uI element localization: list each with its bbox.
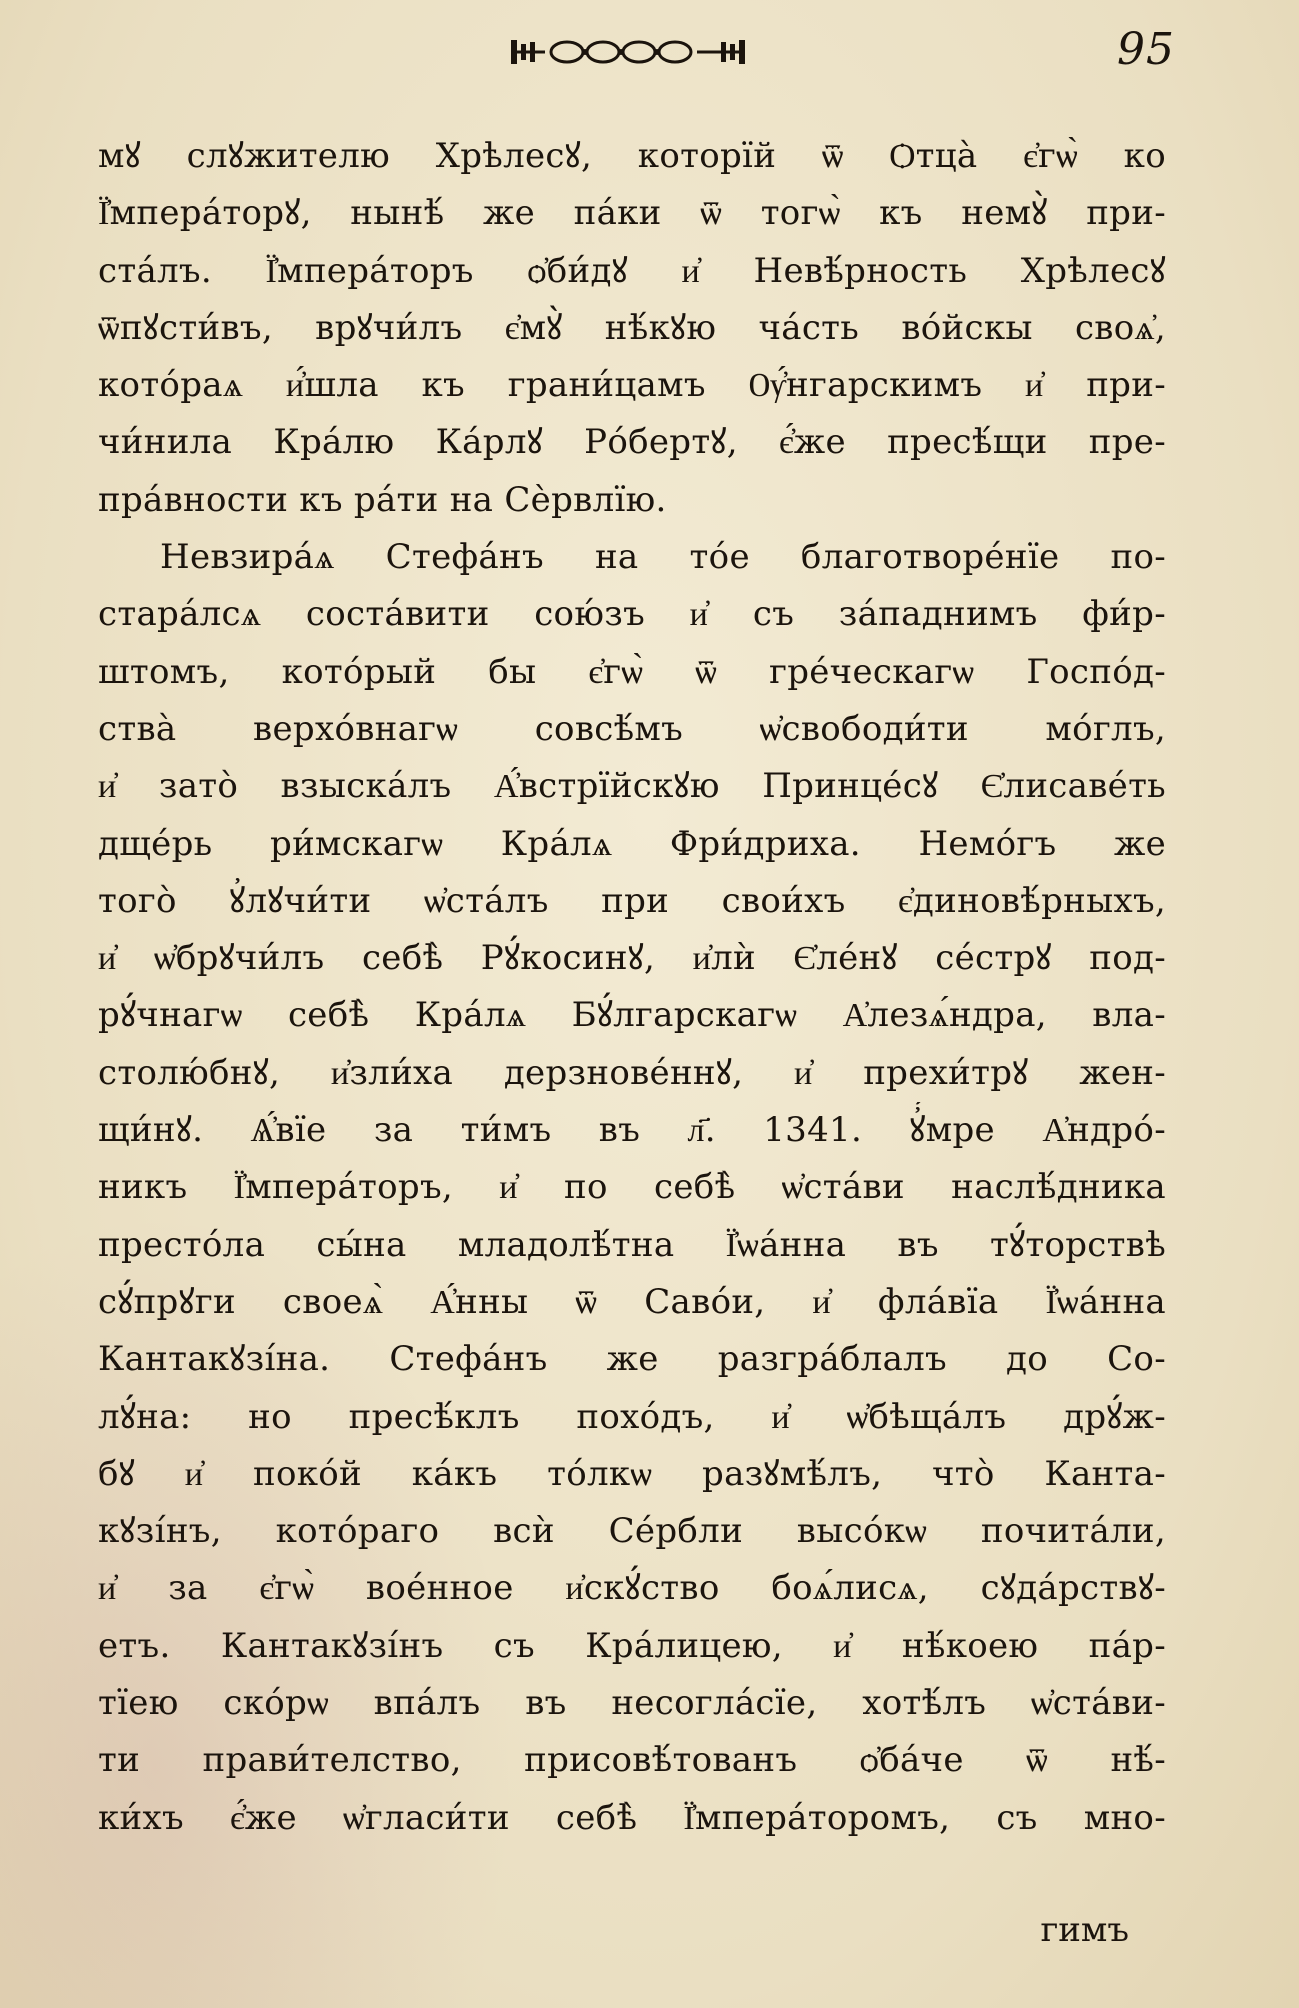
text-line: бꙋ и҆ поко́й ка́къ то́лкѡ разꙋмѣ́лъ, что̀ Канта- [98,1453,1166,1494]
text-line: кото́раѧ и҆́шла къ грани́цамъ Ѹ҆́нгарскимъ и҆ при- [98,365,1166,406]
text-line: ѿпꙋсти́въ, врꙋчи́лъ є҆мꙋ̀ нѣ́кꙋю ча́сть во́йскы своѧ҆, [98,307,1166,348]
page-header [0,0,1299,110]
text-line: Ї҆мпера́торꙋ, нынѣ́ же па́ки ѿ тогѡ̀ къ немꙋ̀ при- [98,193,1166,234]
text-line: Кантакꙋзі́на. Стефа́нъ же разгра́блалъ до Со- [98,1339,1166,1380]
text-line: дще́рь ри́мскагѡ Кра́лѧ Фри́дриха. Немо́гъ же [98,823,1166,864]
text-line: и҆ ѡ҆брꙋчи́лъ себѣ̀ Рꙋ́косинꙋ, и҆лѝ Є҆ле́нꙋ се́стрꙋ под- [98,938,1166,979]
text-line: етъ. Кантакꙋзі́нъ съ Кра́лицею, и҆ нѣ́коею па́р- [98,1625,1166,1666]
text-line: мꙋ слꙋжителю Хрѣлесꙋ, которїй ѿ Ѻтца̀ є҆гѡ̀ ко [98,136,1166,176]
text-line: ки́хъ є҆́же ѡ҆гласи́ти себѣ̀ Ї҆мпера́торомъ, съ мно- [98,1797,1166,1838]
text-line: того̀ ꙋ҆лꙋчи́ти ѡ҆ста́лъ при свои́хъ є҆диновѣ́рныхъ, [98,880,1166,921]
text-line: пра́вности къ ра́ти на Сѐрвлїю. [98,479,667,520]
text-line: кꙋзі́нъ, кото́раго всѝ Се́рбли высо́кѡ почита́ли, [98,1511,1166,1552]
text-line: и҆ за є҆гѡ̀ вое́нное и҆скꙋ́ство боѧ́лисѧ, сꙋда́рствꙋ- [98,1568,1166,1609]
text-line: никъ Ї҆мпера́торъ, и҆ по себѣ̀ ѡ҆ста́ви наслѣ́дника [98,1167,1166,1208]
text-line: и҆ зато̀ взыска́лъ А҆́встрїйскꙋю Принце́сꙋ Є҆лисаве́ть [98,766,1166,807]
text-line: штомъ, кото́рый бы є҆гѡ̀ ѿ гре́ческагѡ Госпо́д- [98,651,1166,692]
text-line: престо́ла сы́на младолѣ́тна Ї҆ѡа́нна въ тꙋ́торствѣ [98,1224,1166,1265]
text-line: столю́бнꙋ, и҆зли́ха дерзнове́ннꙋ, и҆ прехи́трꙋ жен- [98,1052,1166,1093]
main-text [98,128,1166,1847]
text-line: щи́нꙋ. Ѧ҆́вїе за ти́мъ въ л҃. 1341. ꙋ҆́мре А҆ндро́- [98,1110,1166,1151]
page-number: 95 [1117,24,1175,75]
ornament-icon [505,30,755,74]
text-line: ста́лъ. Ї҆мпера́торъ ѻ҆би́дꙋ и҆ Невѣ́рность Хрѣлесꙋ [98,250,1166,291]
text-line: ства̀ верхо́внагѡ совсѣ́мъ ѡ҆свободи́ти мо́глъ, [98,708,1166,749]
text-line: рꙋ́чнагѡ себѣ̀ Кра́лѧ Бꙋ́лгарскагѡ А҆лезѧ́ндра, вла- [98,995,1166,1036]
text-line: лꙋ́на: но пресѣ́клъ похо́дъ, и҆ ѡ҆бѣща́лъ дрꙋ́ж- [98,1396,1166,1437]
text-line: Невзира́ѧ Стефа́нъ на то́е благотворе́нїе по- [160,537,1166,578]
text-line: чи́нила Кра́лю Ка́рлꙋ Ро́бертꙋ, є҆́же пресѣ́щи пре- [98,422,1166,463]
catchword: гимъ [1040,1910,1129,1950]
text-line: ти прави́телство, присовѣ́тованъ ѻ҆ба́че ѿ нѣ́- [98,1740,1166,1781]
text-line: стара́лсѧ соста́вити сою́зъ и҆ съ за́паднимъ фи́р- [98,594,1166,635]
text-line: тїею ско́рѡ впа́лъ въ несогла́сїе, хотѣ́лъ ѡ҆ста́ви- [98,1683,1166,1724]
text-line: сꙋ́прꙋги своеѧ̀ А҆́нны ѿ Саво́и, и҆ фла́вїа Ї҆ѡа́нна [98,1281,1166,1322]
